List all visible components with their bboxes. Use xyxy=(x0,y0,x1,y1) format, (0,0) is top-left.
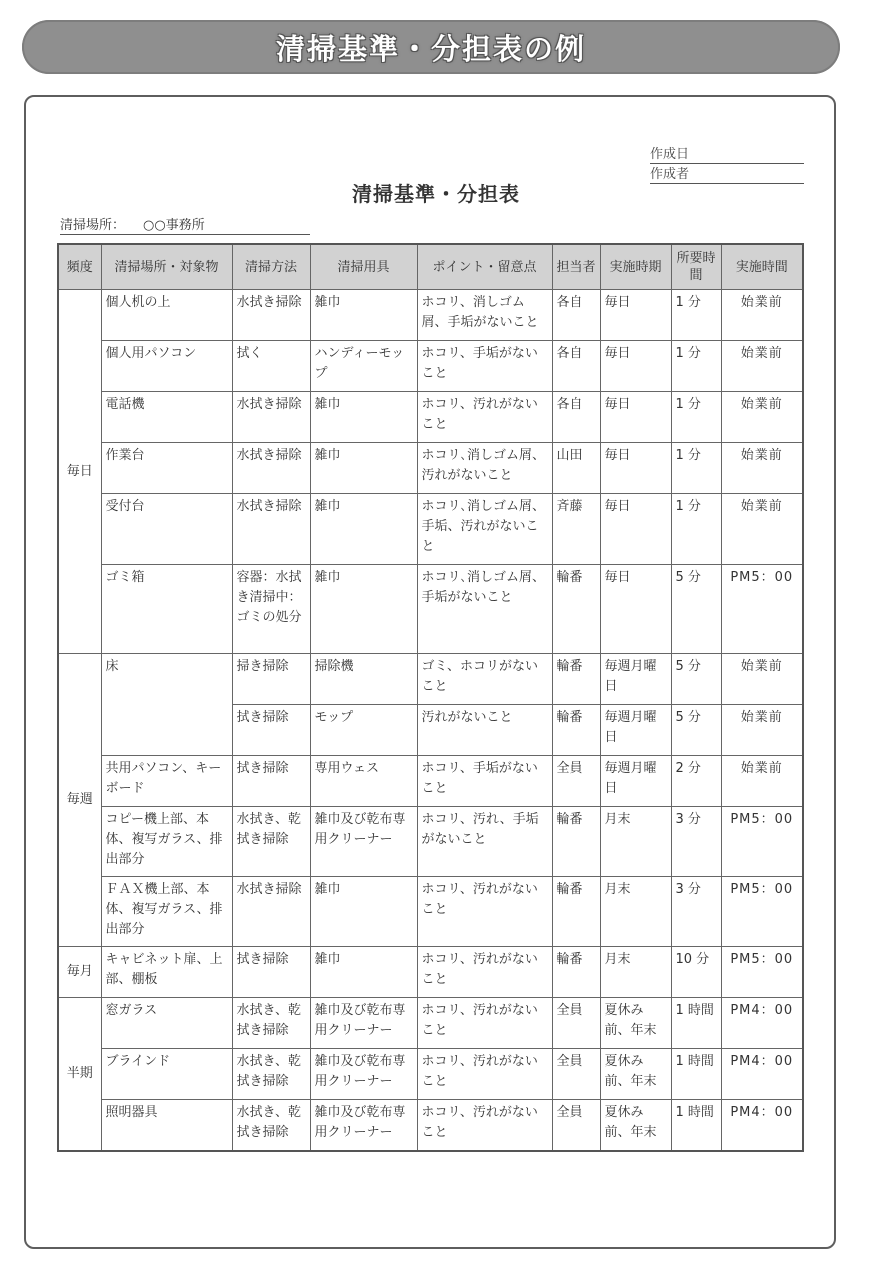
cell-tools: 雑巾 xyxy=(310,494,417,565)
cell-duration: 5 分 xyxy=(671,654,721,705)
header-tools: 清掃用具 xyxy=(310,244,417,290)
cell-points: ホコリ､消しゴム屑、手垢、汚れがないこと xyxy=(417,494,552,565)
cell-tools: 雑巾及び乾布専用クリーナー xyxy=(310,998,417,1049)
cell-when: 毎週月曜日 xyxy=(600,654,671,705)
cell-when: 毎日 xyxy=(600,443,671,494)
cell-method: 水拭き、乾拭き掃除 xyxy=(232,807,310,877)
cell-when: 毎日 xyxy=(600,565,671,654)
cell-duration: 1 分 xyxy=(671,494,721,565)
cell-points: ホコリ、手垢がないこと xyxy=(417,341,552,392)
cell-when: 毎週月曜日 xyxy=(600,705,671,756)
cell-when: 夏休み前、年末 xyxy=(600,1049,671,1100)
cell-person: 各自 xyxy=(552,392,600,443)
cell-points: ホコリ、汚れがないこと xyxy=(417,998,552,1049)
cell-points: ホコリ、汚れがないこと xyxy=(417,947,552,998)
cell-method: 拭き掃除 xyxy=(232,705,310,756)
cell-place: 作業台 xyxy=(101,443,232,494)
cell-tools: モップ xyxy=(310,705,417,756)
cell-place: ブラインド xyxy=(101,1049,232,1100)
header-when: 実施時期 xyxy=(600,244,671,290)
cell-time: PM4：00 xyxy=(721,1049,803,1100)
cell-method: 水拭き掃除 xyxy=(232,290,310,341)
table-row xyxy=(58,1100,803,1151)
cell-place: 個人用パソコン xyxy=(101,341,232,392)
cell-points: ホコリ、消しゴム屑、手垢がないこと xyxy=(417,290,552,341)
cell-person: 全員 xyxy=(552,1100,600,1151)
cell-time: PM5：00 xyxy=(721,877,803,947)
cell-place: ＦＡＸ機上部、本体、複写ガラス、排出部分 xyxy=(101,877,232,947)
cell-method: 水拭き、乾拭き掃除 xyxy=(232,1049,310,1100)
cell-tools: 雑巾及び乾布専用クリーナー xyxy=(310,1049,417,1100)
table-row xyxy=(58,756,803,807)
frequency-weekly: 毎週 xyxy=(58,654,101,947)
cell-duration: 1 分 xyxy=(671,341,721,392)
cell-time: 始業前 xyxy=(721,756,803,807)
cell-time: PM4：00 xyxy=(721,998,803,1049)
cell-method: 拭き掃除 xyxy=(232,947,310,998)
cell-method: 掃き掃除 xyxy=(232,654,310,705)
cell-duration: 3 分 xyxy=(671,877,721,947)
cell-duration: 10 分 xyxy=(671,947,721,998)
table-row xyxy=(58,341,803,392)
cell-time: PM4：00 xyxy=(721,1100,803,1151)
table-row xyxy=(58,392,803,443)
cell-person: 全員 xyxy=(552,756,600,807)
cell-time: 始業前 xyxy=(721,443,803,494)
cell-duration: 3 分 xyxy=(671,807,721,877)
cell-points: ホコリ、汚れがないこと xyxy=(417,1049,552,1100)
cell-person: 輪番 xyxy=(552,877,600,947)
cell-when: 月末 xyxy=(600,807,671,877)
header-banner xyxy=(22,20,840,74)
cell-person: 全員 xyxy=(552,998,600,1049)
cell-tools: 雑巾 xyxy=(310,565,417,654)
cell-tools: 雑巾及び乾布専用クリーナー xyxy=(310,807,417,877)
table-row xyxy=(58,290,803,341)
cell-duration: 2 分 xyxy=(671,756,721,807)
cell-method: 水拭き掃除 xyxy=(232,877,310,947)
cell-when: 夏休み前、年末 xyxy=(600,1100,671,1151)
cell-when: 月末 xyxy=(600,947,671,998)
cell-points: ホコリ、汚れがないこと xyxy=(417,1100,552,1151)
cell-points: ホコリ、手垢がないこと xyxy=(417,756,552,807)
cell-person: 輪番 xyxy=(552,947,600,998)
table-row xyxy=(58,654,803,705)
cell-method: 拭き掃除 xyxy=(232,756,310,807)
cell-points: ホコリ､消しゴム屑、汚れがないこと xyxy=(417,443,552,494)
cell-place: 床 xyxy=(101,654,232,756)
cell-person: 輪番 xyxy=(552,807,600,877)
cell-tools: 掃除機 xyxy=(310,654,417,705)
cell-tools: 雑巾及び乾布専用クリーナー xyxy=(310,1100,417,1151)
cell-time: 始業前 xyxy=(721,290,803,341)
cell-duration: 1 分 xyxy=(671,392,721,443)
table-row xyxy=(58,998,803,1049)
cell-time: PM5：00 xyxy=(721,947,803,998)
header-place: 清掃場所・対象物 xyxy=(101,244,232,290)
cell-place: 窓ガラス xyxy=(101,998,232,1049)
table-row xyxy=(58,565,803,654)
cell-time: PM5：00 xyxy=(721,565,803,654)
cell-person: 各自 xyxy=(552,341,600,392)
cell-duration: 1 時間 xyxy=(671,998,721,1049)
cell-points: ホコリ、汚れがないこと xyxy=(417,392,552,443)
frequency-daily: 毎日 xyxy=(58,290,101,654)
cell-time: 始業前 xyxy=(721,654,803,705)
cell-tools: 雑巾 xyxy=(310,877,417,947)
cell-tools: 雑巾 xyxy=(310,443,417,494)
cell-when: 毎日 xyxy=(600,392,671,443)
cell-person: 斉藤 xyxy=(552,494,600,565)
cell-when: 夏休み前、年末 xyxy=(600,998,671,1049)
cell-tools: 雑巾 xyxy=(310,392,417,443)
header-person: 担当者 xyxy=(552,244,600,290)
cell-when: 月末 xyxy=(600,877,671,947)
header-time: 実施時間 xyxy=(721,244,803,290)
cell-points: 汚れがないこと xyxy=(417,705,552,756)
place-value: ○○事務所 xyxy=(143,218,205,233)
cell-place: コピー機上部、本体、複写ガラス、排出部分 xyxy=(101,807,232,877)
cell-time: PM5：00 xyxy=(721,807,803,877)
cell-time: 始業前 xyxy=(721,705,803,756)
table-row xyxy=(58,947,803,998)
cell-person: 輪番 xyxy=(552,705,600,756)
cell-time: 始業前 xyxy=(721,392,803,443)
cell-when: 毎日 xyxy=(600,341,671,392)
cell-place: キャビネット扉、上部、棚板 xyxy=(101,947,232,998)
document-title: 清掃基準・分担表 xyxy=(352,182,520,206)
cell-when: 毎週月曜日 xyxy=(600,756,671,807)
cell-tools: ハンディーモップ xyxy=(310,341,417,392)
cell-person: 輪番 xyxy=(552,565,600,654)
cell-method: 水拭き、乾拭き掃除 xyxy=(232,998,310,1049)
cell-method: 水拭き掃除 xyxy=(232,392,310,443)
cell-method: 水拭き掃除 xyxy=(232,443,310,494)
place-label: 清掃場所： xyxy=(60,218,126,233)
cell-points: ホコリ､消しゴム屑、手垢がないこと xyxy=(417,565,552,654)
cell-when: 毎日 xyxy=(600,290,671,341)
cell-method: 容器：水拭き清掃中：ゴミの処分 xyxy=(232,565,310,654)
table-row xyxy=(58,807,803,877)
table-row xyxy=(58,494,803,565)
table-row xyxy=(58,443,803,494)
cell-person: 輪番 xyxy=(552,654,600,705)
cell-place: 照明器具 xyxy=(101,1100,232,1151)
cell-person: 山田 xyxy=(552,443,600,494)
cell-method: 拭く xyxy=(232,341,310,392)
cell-tools: 専用ウェス xyxy=(310,756,417,807)
cell-place: 電話機 xyxy=(101,392,232,443)
cell-duration: 5 分 xyxy=(671,565,721,654)
banner-title: 清掃基準・分担表の例 xyxy=(275,31,586,66)
cell-method: 水拭き掃除 xyxy=(232,494,310,565)
cell-when: 毎日 xyxy=(600,494,671,565)
table-header-row xyxy=(58,244,803,290)
cell-duration: 1 時間 xyxy=(671,1100,721,1151)
cell-place: 個人机の上 xyxy=(101,290,232,341)
cell-place: 共用パソコン、キーボード xyxy=(101,756,232,807)
header-method: 清掃方法 xyxy=(232,244,310,290)
cell-tools: 雑巾 xyxy=(310,290,417,341)
header-points: ポイント・留意点 xyxy=(417,244,552,290)
header-duration: 所要時間 xyxy=(671,244,721,290)
table-row xyxy=(58,877,803,947)
table-row xyxy=(58,1049,803,1100)
cell-duration: 1 分 xyxy=(671,290,721,341)
cell-place: 受付台 xyxy=(101,494,232,565)
frequency-monthly: 毎月 xyxy=(58,947,101,998)
cleaning-place xyxy=(60,218,310,235)
cell-points: ホコリ、汚れがないこと xyxy=(417,877,552,947)
cell-time: 始業前 xyxy=(721,494,803,565)
frequency-half: 半期 xyxy=(58,998,101,1151)
author-field: 作成者 xyxy=(650,166,804,184)
cell-points: ゴミ、ホコリがないこと xyxy=(417,654,552,705)
cell-duration: 1 分 xyxy=(671,443,721,494)
cleaning-table xyxy=(57,243,804,1152)
header-frequency: 頻度 xyxy=(58,244,101,290)
cell-method: 水拭き、乾拭き掃除 xyxy=(232,1100,310,1151)
cell-time: 始業前 xyxy=(721,341,803,392)
cell-duration: 1 時間 xyxy=(671,1049,721,1100)
cell-person: 全員 xyxy=(552,1049,600,1100)
cell-person: 各自 xyxy=(552,290,600,341)
cell-points: ホコリ、汚れ、手垢がないこと xyxy=(417,807,552,877)
created-date-field: 作成日 xyxy=(650,146,804,164)
cell-duration: 5 分 xyxy=(671,705,721,756)
cell-tools: 雑巾 xyxy=(310,947,417,998)
cell-place: ゴミ箱 xyxy=(101,565,232,654)
